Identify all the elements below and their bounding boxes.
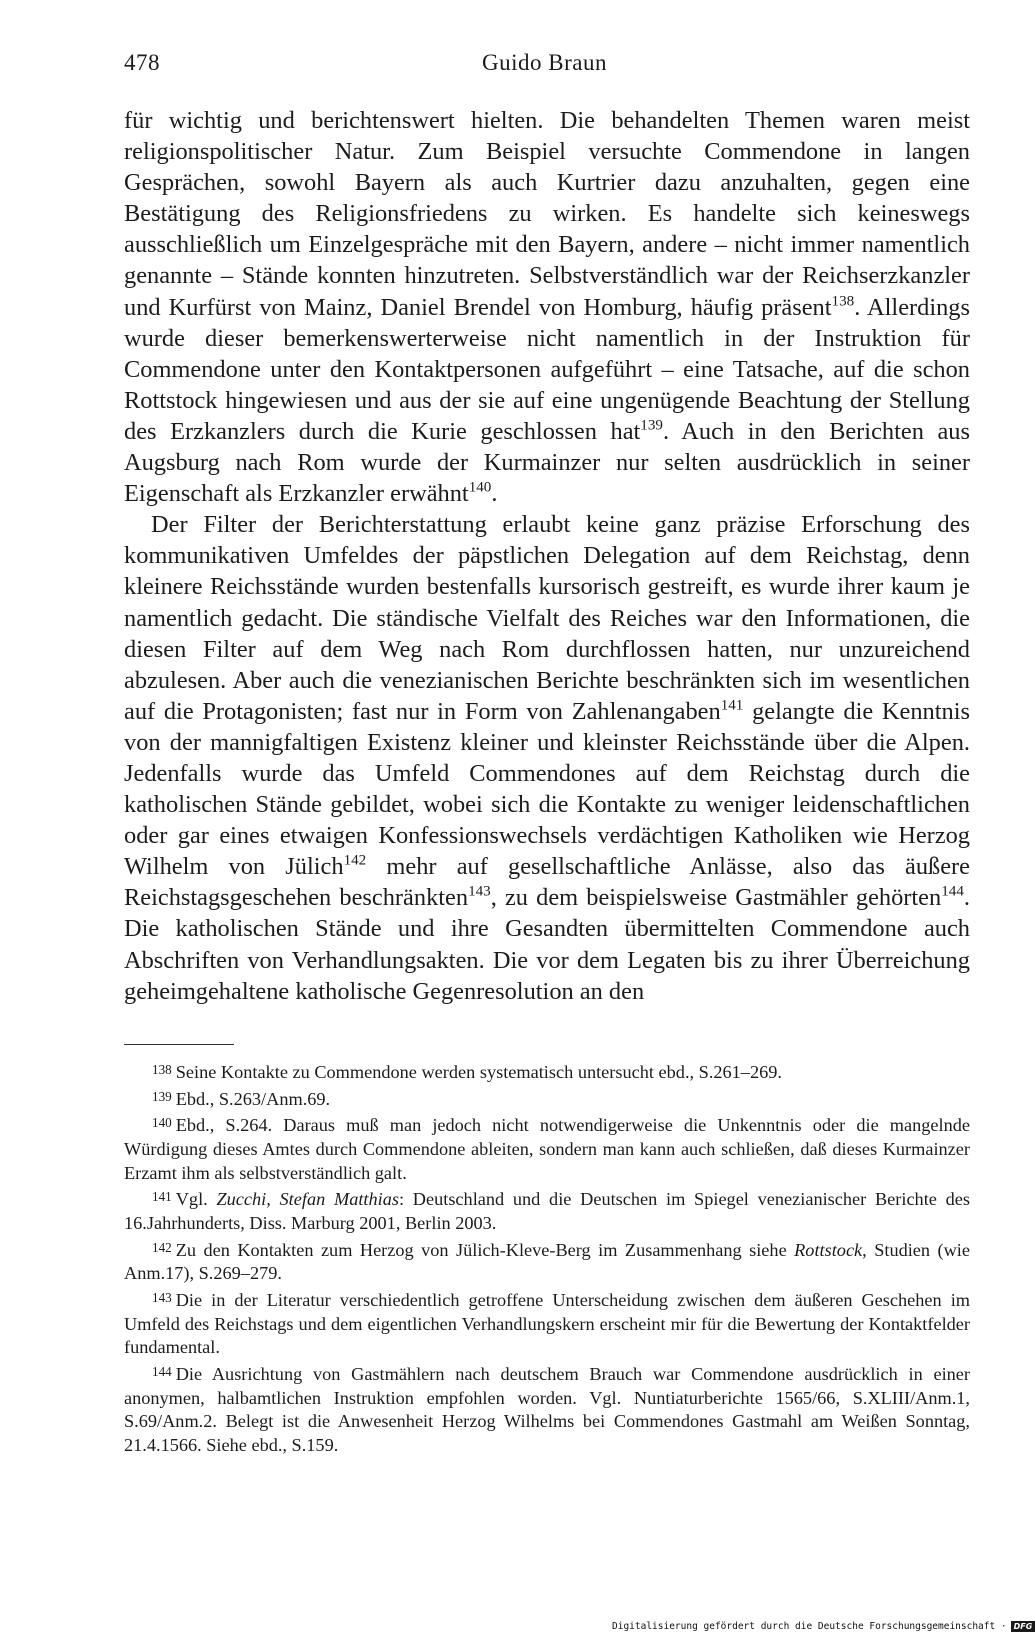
footnote-text: , Studien (wie Anm.17), S.269–279. bbox=[124, 1239, 970, 1284]
running-head: Guido Braun bbox=[482, 50, 607, 75]
digitization-note: Digitalisierung gefördert durch die Deutsche Forschungsgemeinschaft · bbox=[612, 1621, 1007, 1632]
footnote-ref-142[interactable]: 142 bbox=[343, 852, 367, 869]
text-run: , zu dem beispielsweise Gastmähler gehörten bbox=[490, 884, 942, 912]
digitization-footer bbox=[612, 1621, 1035, 1632]
footnote-ref-143[interactable]: 143 bbox=[468, 883, 491, 900]
footnote-139 bbox=[124, 1085, 970, 1112]
footnote-number: 142 bbox=[152, 1239, 172, 1255]
footnote-144 bbox=[124, 1360, 970, 1458]
text-run: mehr auf gesellschaftliche Anlässe, also das äußere Reichstagsgeschehen beschränkten bbox=[124, 853, 970, 912]
footnote-text: Vgl. bbox=[175, 1189, 217, 1210]
footnote-number: 144 bbox=[152, 1364, 172, 1380]
page-header bbox=[124, 50, 970, 84]
page-number: 478 bbox=[124, 50, 160, 75]
footnote-141 bbox=[124, 1185, 970, 1235]
cited-author: Rottstock bbox=[794, 1239, 863, 1260]
footnote-text: Die in der Literatur verschiedentlich getroffene Unterscheidung zwischen dem äußeren Geschehen im Umfeld des Reichstags und dem eigentlichen Verhandlungskern erscheint mir für die Bewertung der Kontaktfelder fundamental. bbox=[124, 1289, 970, 1358]
footnote-ref-140[interactable]: 140 bbox=[468, 479, 492, 496]
text-run: . bbox=[491, 480, 498, 508]
footnote-ref-141[interactable]: 141 bbox=[720, 697, 744, 714]
footnote-number: 143 bbox=[152, 1290, 172, 1306]
footnote-ref-144[interactable]: 144 bbox=[941, 883, 964, 900]
footnote-text: Ebd., S.263/Anm.69. bbox=[175, 1088, 331, 1109]
footnote-143 bbox=[124, 1286, 970, 1360]
text-run: . Die katholischen Stände und ihre Gesandten übermittelten Commendone auch Abschriften von Verhandlungsakten. Die vor dem Legaten bis zu ihrer Überreichung geheimgehaltene katholische Gegenresolution an den bbox=[124, 884, 970, 1005]
footnote-138 bbox=[124, 1058, 970, 1085]
text-run: . Auch in den Berichten aus Augsburg nach Rom wurde der Kurmainzer nur selten ausdrücklich in seiner Eigenschaft als Erzkanzler erwähnt bbox=[124, 417, 970, 508]
text-run: . Allerdings wurde dieser bemerkenswerterweise nicht namentlich in der Instruktion für Commendone unter den Kontaktpersonen aufgeführt – eine Tatsache, auf die schon Rottstock hingewiesen und aus der sie auf eine ungenügende Beachtung der Stellung des Erzkanzlers durch die Kurie geschlossen hat bbox=[124, 293, 970, 445]
footnote-text: Zu den Kontakten zum Herzog von Jülich-Kleve-Berg im Zusammenhang siehe bbox=[175, 1239, 795, 1260]
text-run: für wichtig und berichtenswert hielten. Die behandelten Themen waren meist religionspolitischer Natur. Zum Beispiel versuchte Commendone in langen Gesprächen, sowohl Bayern als auch Kurtrier dazu anzuhalten, gegen eine Bestätigung des Religionsfriedens zu wirken. Es handelte sich keineswegs ausschließlich um Einzelgespräche mit den Bayern, andere – nicht immer namentlich genannte – Stände konnten hinzutreten. Selbstverständlich war der Reichserzkanzler und Kurfürst von Mainz, Daniel Brendel von Homburg, häufig präsent bbox=[124, 107, 970, 321]
footnote-142 bbox=[124, 1236, 970, 1286]
footnote-text: Ebd., S.264. Daraus muß man jedoch nicht notwendigerweise die Unkenntnis oder die mangelnde Würdigung dieses Amtes durch Commendone ableiten, sondern man kann auch schließen, daß dieses Kurmainzer Erzamt ihm als selbstverständlich galt. bbox=[124, 1115, 970, 1183]
footnote-ref-139[interactable]: 139 bbox=[640, 417, 663, 434]
footnote-number: 139 bbox=[152, 1088, 172, 1104]
body-text bbox=[124, 105, 970, 1007]
cited-author: Zucchi, Stefan Matthias bbox=[216, 1189, 399, 1210]
footnote-140 bbox=[124, 1111, 970, 1185]
footnote-ref-138[interactable]: 138 bbox=[831, 293, 855, 310]
footnote-text: Seine Kontakte zu Commendone werden systematisch untersucht ebd., S.261–269. bbox=[175, 1061, 782, 1082]
paragraph-2 bbox=[124, 509, 970, 1007]
footnote-text: Die Ausrichtung von Gastmählern nach deutschem Brauch war Commendone ausdrücklich in einer anonymen, halbamtlichen Instruktion empfohlen worden. Vgl. Nuntiaturberichte 1565/66, S.XLIII/Anm.1, S.69/Anm.2. Belegt ist die Anwesenheit Herzog Wilhelms bei Commendones Gastmahl am Weißen Sonntag, 21.4.1566. Siehe ebd., S.159. bbox=[124, 1364, 970, 1456]
footnote-number: 138 bbox=[152, 1062, 172, 1077]
dfg-logo-icon: DFG bbox=[1011, 1621, 1035, 1632]
footnote-divider bbox=[124, 1044, 234, 1045]
text-run: Der Filter der Berichterstattung erlaubt keine ganz präzise Erforschung des kommunikativen Umfeldes der päpstlichen Delegation auf dem Reichstag, denn kleinere Reichsstände wurden bestenfalls kursorisch gestreift, es wurde ihrer kaum je namentlich gedacht. Die ständische Vielfalt des Reiches war den Informationen, die diesen Filter auf dem Weg nach Rom durchflossen hatten, nur unzureichend abzulesen. Aber auch die venezianischen Berichte beschränkten sich im wesentlichen auf die Protagonisten; fast nur in Form von Zahlenangaben bbox=[124, 511, 970, 725]
paragraph-1 bbox=[124, 105, 970, 509]
text-run: gelangte die Kenntnis von der mannigfaltigen Existenz kleiner und kleinster Reichsstände über die Alpen. Jedenfalls wurde das Umfeld Commendones auf dem Reichstag durch die katholischen Stände gebildet, wobei sich die Kontakte zu weniger leidenschaftlichen oder gar eines etwaigen Konfessionswechsels verdächtigen Katholiken wie Herzog Wilhelm von Jülich bbox=[124, 697, 970, 881]
footnote-number: 141 bbox=[152, 1189, 172, 1205]
footnote-text: : Deutschland und die Deutschen im Spiegel venezianischer Berichte des 16.Jahrhunderts, Diss. Marburg 2001, Berlin 2003. bbox=[124, 1189, 970, 1233]
footnote-number: 140 bbox=[152, 1115, 172, 1131]
footnotes bbox=[124, 1058, 970, 1458]
